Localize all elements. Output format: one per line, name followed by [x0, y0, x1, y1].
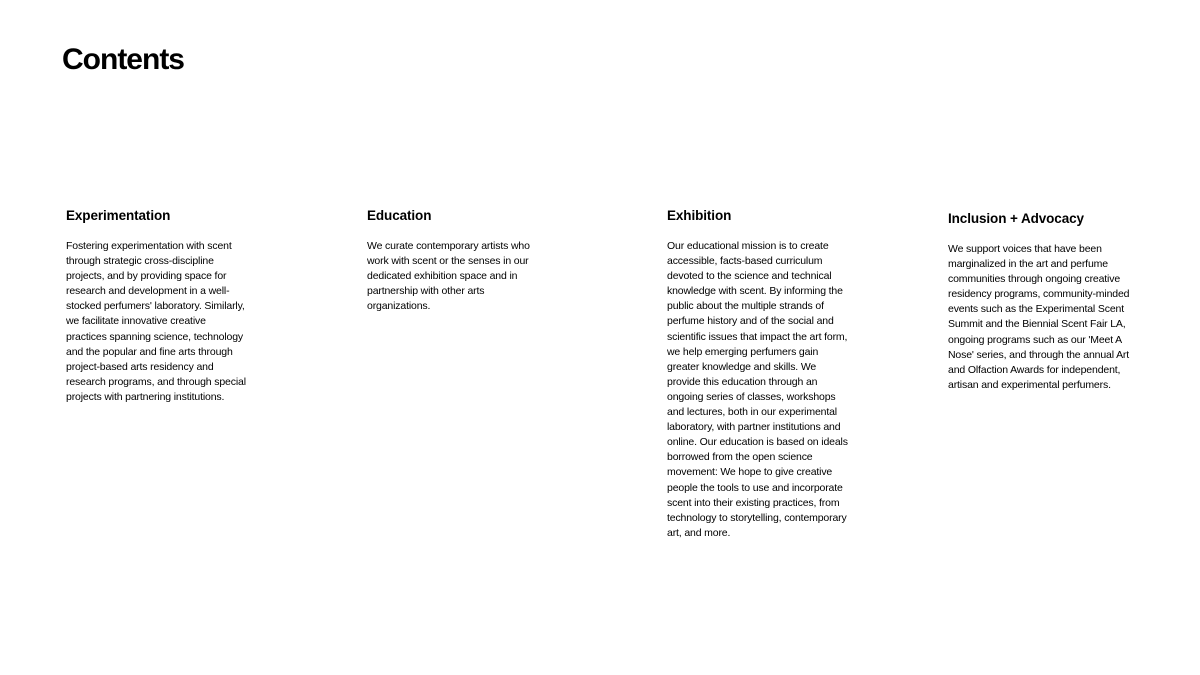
section-heading: Inclusion + Advocacy — [948, 211, 1084, 226]
section-heading: Experimentation — [66, 208, 171, 223]
section-body: Our educational mission is to create accessible, facts-based curriculum devoted to the science and technical knowledge with scent. By informing the public about the multiple strands of perfume history and of the social and scientific issues that impact the art form, we help emerging perfumers gain greater knowledge and skills. We provide this education through an ongoing series of classes, workshops and lectures, both in our experimental laboratory, with partner institutions and online. Our education is based on ideals borrowed from the open science movement: We hope to give creative people the tools to use and incorporate scent into their existing practices, from technology to storytelling, contemporary art, and more. — [667, 240, 848, 539]
section-body: We curate contemporary artists who work with scent or the senses in our dedicated exhibition space and in partnership with other arts organizations. — [367, 240, 530, 313]
section-education — [367, 207, 549, 314]
section-exhibition — [667, 207, 849, 541]
section-inclusion-advocacy — [948, 210, 1133, 393]
section-body: Fostering experimentation with scent through strategic cross-discipline projects, and by providing space for research and development in a well-stocked perfumers' laboratory. Similarly, we facilitate innovative creative practices spanning science, technology and the popular and fine arts through project-based arts residency and research programs, and through special projects with partnering institutions. — [66, 240, 246, 403]
section-body: We support voices that have been marginalized in the art and perfume communities through ongoing creative residency programs, community-minded events such as the Experimental Scent Summit and the Biennial Scent Fair LA, ongoing programs such as our 'Meet A Nose' series, and through the annual Art and Olfaction Awards for independent, artisan and experimental perfumers. — [948, 243, 1130, 391]
section-heading: Exhibition — [667, 208, 732, 223]
section-experimentation — [66, 207, 248, 405]
page-title: Contents — [62, 43, 184, 76]
section-heading: Education — [367, 208, 432, 223]
